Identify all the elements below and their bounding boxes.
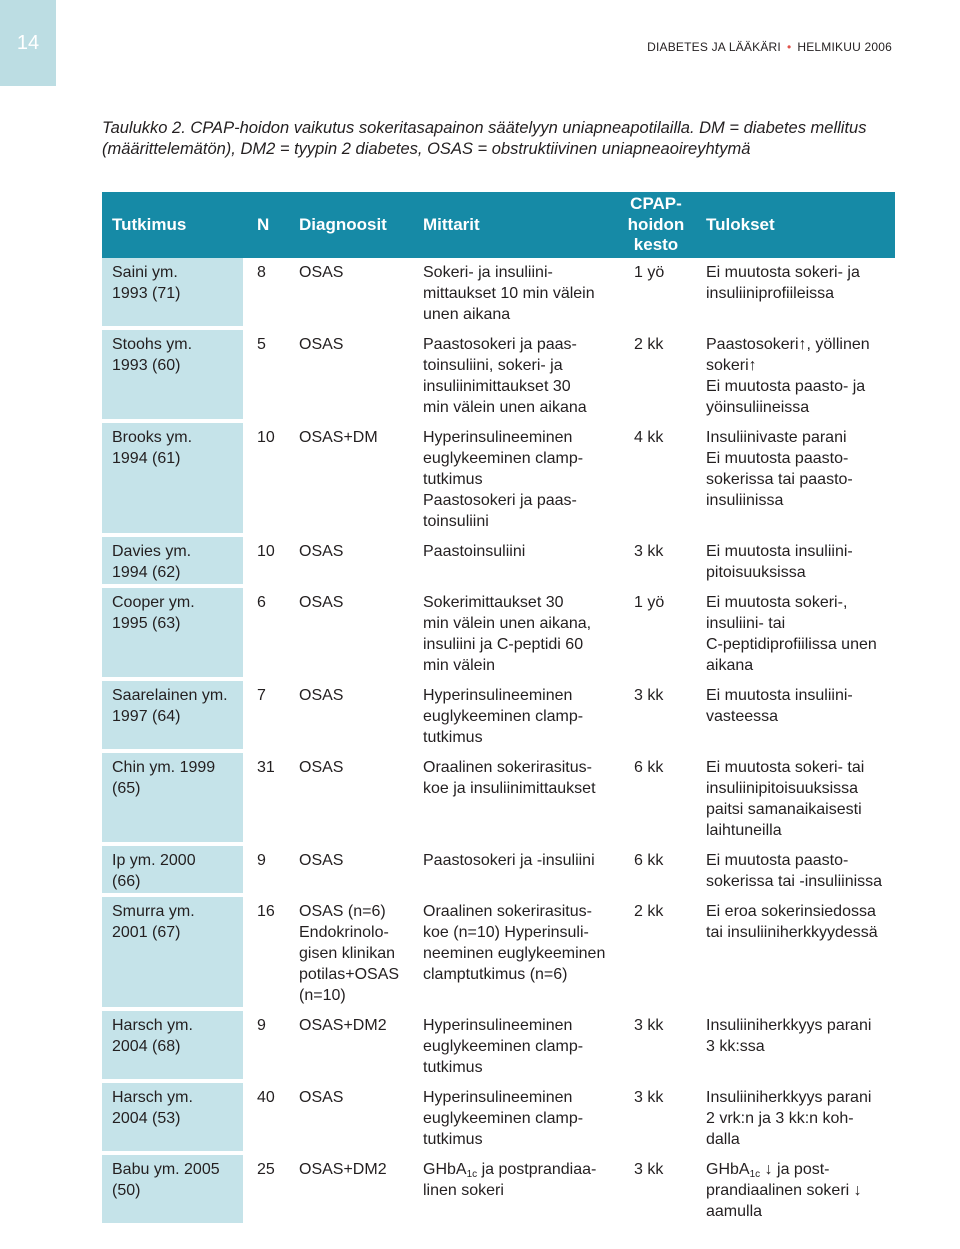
cell-tulokset-line: sokerissa tai -insuliinissa — [706, 873, 883, 890]
cell-mittarit-line: min välein unen aikana, — [423, 615, 592, 632]
cell-mittarit-line: tutkimus — [423, 729, 483, 746]
cell-mittarit-line: toinsuliini — [423, 513, 489, 530]
header-mittarit: Mittarit — [423, 215, 480, 234]
cell-mittarit — [423, 1087, 583, 1150]
cell-tulokset — [706, 850, 882, 892]
cell-tulokset-line: Ei eroa sokerinsiedossa — [706, 903, 876, 920]
table-row — [102, 846, 895, 897]
cell-diagnoosit-line: (n=10) — [299, 987, 346, 1004]
cell-mittarit-line: linen sokeri — [423, 1182, 504, 1199]
table-header — [102, 192, 895, 258]
cell-tutkimus-text — [102, 753, 243, 799]
cell-tulokset-line: sokerissa tai paasto- — [706, 471, 853, 488]
cell-tutkimus-text — [102, 537, 243, 583]
header-kesto-line: kesto — [633, 235, 679, 254]
cell-diagnoosit-line: OSAS — [299, 852, 344, 869]
cell-diagnoosit-line: OSAS — [299, 543, 344, 560]
cell-n: 8 — [257, 264, 266, 281]
table-row — [102, 258, 895, 330]
cell-diagnoosit-line: OSAS — [299, 594, 344, 611]
cell-tutkimus-line: Chin ym. 1999 — [112, 759, 216, 776]
results-table — [102, 192, 895, 1227]
header-kesto-line: hoidon — [627, 214, 685, 234]
cell-mittarit-line: insuliinimittaukset 30 — [423, 378, 571, 395]
cell-tulokset-line: C-peptidiprofiilissa unen — [706, 636, 877, 653]
cell-tutkimus-line: (66) — [112, 873, 141, 890]
cell-tutkimus — [102, 846, 243, 893]
cell-mittarit — [423, 685, 583, 748]
cell-tulokset-line: Ei muutosta sokeri-, — [706, 594, 848, 611]
cell-tulokset — [706, 262, 860, 304]
cell-diagnoosit — [299, 334, 343, 355]
cell-tulokset-line: laihtuneilla — [706, 822, 782, 839]
cell-mittarit — [423, 427, 583, 532]
cell-kesto: 1 yö — [634, 594, 665, 611]
cell-tutkimus-text — [102, 1155, 243, 1201]
cell-diagnoosit-line: Endokrinolo- — [299, 924, 389, 941]
cell-tutkimus-line: 1995 (63) — [112, 615, 181, 632]
cell-tutkimus-line: Harsch ym. — [112, 1089, 193, 1106]
cell-tulokset-line: insuliiniprofiileissa — [706, 285, 835, 302]
table-row — [102, 1011, 895, 1083]
table-row — [102, 1155, 895, 1227]
cell-diagnoosit — [299, 427, 378, 448]
cell-diagnoosit-line: OSAS — [299, 336, 344, 353]
table-row — [102, 1083, 895, 1155]
cell-tulokset-line: sokeri↑ — [706, 357, 757, 374]
header-tutkimus: Tutkimus — [112, 215, 187, 234]
cell-tutkimus-line: 1994 (62) — [112, 564, 181, 581]
running-header — [647, 40, 892, 54]
cell-mittarit-line: Paastosokeri ja paas- — [423, 492, 577, 509]
cell-tulokset-line: Insuliiniherkkyys parani — [706, 1089, 872, 1106]
cell-diagnoosit — [299, 901, 399, 1006]
cell-n: 31 — [257, 759, 275, 776]
cell-diagnoosit-line: potilas+OSAS — [299, 966, 400, 983]
cell-mittarit-line: Oraalinen sokerirasitus- — [423, 903, 592, 920]
cell-tulokset — [706, 1015, 871, 1057]
cell-tutkimus-line: 1997 (64) — [112, 708, 181, 725]
cell-tutkimus-text — [102, 330, 243, 376]
cell-tutkimus-line: Ip ym. 2000 — [112, 852, 196, 869]
cell-mittarit — [423, 1159, 596, 1201]
cell-tutkimus-line: 2001 (67) — [112, 924, 181, 941]
cell-mittarit-line: Paastosokeri ja paas- — [423, 336, 577, 353]
cell-tutkimus-text — [102, 258, 243, 304]
cell-tutkimus — [102, 258, 243, 326]
cell-mittarit — [423, 592, 591, 676]
cell-n: 10 — [257, 429, 275, 446]
cell-tutkimus — [102, 1083, 243, 1151]
cell-mittarit-line: Hyperinsulineeminen — [423, 1017, 573, 1034]
cell-tutkimus — [102, 330, 243, 419]
cell-tulokset — [706, 592, 877, 676]
cell-diagnoosit — [299, 685, 343, 706]
cell-mittarit-line: min välein — [423, 657, 496, 674]
cell-tutkimus-line: (50) — [112, 1182, 141, 1199]
issue-date: HELMIKUU 2006 — [797, 40, 892, 54]
cell-tulokset-line: insuliinissa — [706, 492, 784, 509]
cell-mittarit-line: euglykeeminen clamp- — [423, 708, 584, 725]
cell-tulokset-line: dalla — [706, 1131, 740, 1148]
cell-tutkimus-text — [102, 1083, 243, 1129]
cell-n: 25 — [257, 1161, 275, 1178]
cell-tutkimus-line: Smurra ym. — [112, 903, 195, 920]
cell-tulokset — [706, 685, 853, 727]
header-n: N — [257, 215, 270, 234]
cell-mittarit-line: mittaukset 10 min välein — [423, 285, 595, 302]
table-body — [102, 258, 895, 1227]
cell-tutkimus — [102, 681, 243, 749]
cell-tutkimus-line: 1993 (71) — [112, 285, 181, 302]
cell-tutkimus-line: Saarelainen ym. — [112, 687, 228, 704]
cell-tulokset-line: Ei muutosta paasto- — [706, 852, 849, 869]
cell-kesto: 3 kk — [634, 543, 664, 560]
cell-n: 9 — [257, 1017, 266, 1034]
cell-tulokset-line: insuliini- tai — [706, 615, 786, 632]
cell-diagnoosit — [299, 262, 343, 283]
cell-diagnoosit — [299, 1087, 343, 1108]
cell-tulokset-line: 2 vrk:n ja 3 kk:n koh- — [706, 1110, 854, 1127]
cell-diagnoosit — [299, 850, 343, 871]
cell-mittarit-line: Oraalinen sokerirasitus- — [423, 759, 592, 776]
cell-mittarit-line: min välein unen aikana — [423, 399, 587, 416]
cell-kesto: 2 kk — [634, 336, 664, 353]
cell-tutkimus — [102, 537, 243, 584]
cell-tutkimus-text — [102, 897, 243, 943]
table-row — [102, 753, 895, 846]
cell-diagnoosit-line: gisen klinikan — [299, 945, 396, 962]
cell-kesto: 1 yö — [634, 264, 665, 281]
cell-diagnoosit — [299, 541, 343, 562]
cell-kesto: 3 kk — [634, 1161, 664, 1178]
cell-mittarit-line: Sokerimittaukset 30 — [423, 594, 564, 611]
cell-mittarit-line: clamptutkimus (n=6) — [423, 966, 568, 983]
cell-mittarit-line: koe ja insuliinimittaukset — [423, 780, 596, 797]
table-caption — [102, 118, 892, 160]
cell-tulokset-line: tai insuliiniherkkyydessä — [706, 924, 878, 941]
cell-tutkimus — [102, 1155, 243, 1223]
cell-diagnoosit — [299, 592, 343, 613]
table-row — [102, 681, 895, 753]
cell-diagnoosit-line: OSAS — [299, 687, 344, 704]
cell-tulokset-line: insuliinipitoisuuksissa — [706, 780, 859, 797]
cell-tulokset — [706, 757, 864, 841]
cell-diagnoosit — [299, 1015, 387, 1036]
cell-mittarit-line: Paastosokeri ja -insuliini — [423, 852, 595, 869]
cell-tulokset — [706, 541, 853, 583]
cell-tutkimus-line: 1994 (61) — [112, 450, 181, 467]
cell-tulokset-line: Ei muutosta insuliini- — [706, 543, 853, 560]
cell-mittarit-line: toinsuliini, sokeri- ja — [423, 357, 563, 374]
cell-tulokset-line: Ei muutosta insuliini- — [706, 687, 853, 704]
cell-mittarit — [423, 1015, 583, 1078]
cell-tulokset-line: aikana — [706, 657, 754, 674]
cell-tulokset-line: prandiaalinen sokeri ↓ — [706, 1182, 862, 1199]
journal-name: DIABETES JA LÄÄKÄRI — [647, 40, 781, 54]
header-diagnoosit: Diagnoosit — [299, 215, 387, 234]
cell-mittarit-line: Hyperinsulineeminen — [423, 1089, 573, 1106]
cell-tulokset — [706, 427, 853, 511]
caption-line: (määrittelemätön), DM2 = tyypin 2 diabetes, OSAS = obstruktiivinen uniapneaoireyhtymä — [102, 140, 751, 158]
cell-tulokset — [706, 334, 870, 418]
cell-mittarit — [423, 334, 587, 418]
cell-tutkimus-line: Davies ym. — [112, 543, 192, 560]
cell-tutkimus-line: Cooper ym. — [112, 594, 195, 611]
cell-mittarit-line: unen aikana — [423, 306, 511, 323]
cell-tutkimus — [102, 1011, 243, 1079]
cell-tutkimus-text — [102, 1011, 243, 1057]
cell-tulokset-line: Ei muutosta sokeri- ja — [706, 264, 860, 281]
cell-tulokset-line: vasteessa — [706, 708, 779, 725]
cell-tutkimus-line: 2004 (53) — [112, 1110, 181, 1127]
cell-tutkimus-line: Brooks ym. — [112, 429, 193, 446]
cell-diagnoosit — [299, 1159, 387, 1180]
cell-kesto: 3 kk — [634, 687, 664, 704]
cell-mittarit-line: tutkimus — [423, 1131, 483, 1148]
cell-n: 5 — [257, 336, 266, 353]
cell-mittarit — [423, 850, 595, 871]
cell-mittarit-line: koe (n=10) Hyperinsuli- — [423, 924, 589, 941]
cell-tulokset-line: Ei muutosta sokeri- tai — [706, 759, 865, 776]
table-row — [102, 537, 895, 588]
cell-diagnoosit-line: OSAS+DM2 — [299, 1017, 387, 1034]
cell-tutkimus-line: (65) — [112, 780, 141, 797]
cell-mittarit-line: Hyperinsulineeminen — [423, 687, 573, 704]
table-row — [102, 897, 895, 1011]
cell-n: 7 — [257, 687, 266, 704]
cell-kesto: 4 kk — [634, 429, 664, 446]
cell-tulokset-line: pitoisuuksissa — [706, 564, 806, 581]
cell-tutkimus-line: Stoohs ym. — [112, 336, 193, 353]
cell-tutkimus-line: 1993 (60) — [112, 357, 181, 374]
cell-tutkimus — [102, 753, 243, 842]
cell-tutkimus-line: 2004 (68) — [112, 1038, 181, 1055]
cell-n: 6 — [257, 594, 266, 611]
cell-mittarit-line: tutkimus — [423, 471, 483, 488]
cell-kesto: 6 kk — [634, 759, 664, 776]
header-kesto-line: CPAP- — [630, 194, 682, 213]
cell-diagnoosit-line: OSAS+DM2 — [299, 1161, 387, 1178]
cell-tulokset-line: aamulla — [706, 1203, 763, 1220]
cell-tutkimus — [102, 897, 243, 1007]
cell-kesto: 3 kk — [634, 1089, 664, 1106]
cell-tulokset-line: Ei muutosta paasto- — [706, 450, 849, 467]
cell-tutkimus — [102, 423, 243, 533]
cell-diagnoosit-line: OSAS+DM — [299, 429, 378, 446]
cell-tutkimus — [102, 588, 243, 677]
cell-mittarit — [423, 262, 595, 325]
header-tulokset: Tulokset — [706, 215, 775, 234]
cell-tulokset-line: Insuliinivaste parani — [706, 429, 847, 446]
table-row — [102, 423, 895, 537]
cell-mittarit — [423, 757, 596, 799]
cell-n: 40 — [257, 1089, 275, 1106]
cell-tutkimus-line: Saini ym. — [112, 264, 178, 281]
header-kesto — [622, 194, 690, 256]
cell-tulokset-line: 3 kk:ssa — [706, 1038, 765, 1055]
cell-tulokset-line: Paastosokeri↑, yöllinen — [706, 336, 870, 353]
cell-mittarit-line: GHbA$_{1c}$ ja postprandiaa- — [423, 1161, 597, 1180]
cell-tulokset — [706, 901, 878, 943]
cell-mittarit-line: euglykeeminen clamp- — [423, 1038, 584, 1055]
cell-mittarit-line: tutkimus — [423, 1059, 483, 1076]
cell-tulokset-line: GHbA$_{1c}$ ↓ ja post- — [706, 1161, 830, 1180]
header-separator: • — [786, 40, 792, 54]
page-number: 14 — [0, 0, 56, 86]
cell-mittarit-line: Sokeri- ja insuliini- — [423, 264, 553, 281]
cell-n: 9 — [257, 852, 266, 869]
cell-tutkimus-line: Babu ym. 2005 — [112, 1161, 220, 1178]
cell-mittarit-line: euglykeeminen clamp- — [423, 1110, 584, 1127]
caption-line: Taulukko 2. CPAP-hoidon vaikutus sokeritasapainon säätelyyn uniapneapotilailla. DM = diabetes mellitus — [102, 119, 867, 137]
cell-mittarit — [423, 901, 605, 985]
cell-diagnoosit-line: OSAS — [299, 264, 344, 281]
cell-mittarit — [423, 541, 525, 562]
cell-tutkimus-text — [102, 681, 243, 727]
cell-tulokset — [706, 1087, 871, 1150]
cell-n: 16 — [257, 903, 275, 920]
cell-tulokset-line: paitsi samanaikaisesti — [706, 801, 862, 818]
table-row — [102, 588, 895, 681]
cell-tulokset-line: Ei muutosta paasto- ja — [706, 378, 866, 395]
cell-kesto: 2 kk — [634, 903, 664, 920]
cell-n: 10 — [257, 543, 275, 560]
cell-tulokset — [706, 1159, 862, 1222]
cell-tulokset-line: yöinsuliineissa — [706, 399, 810, 416]
table-row — [102, 330, 895, 423]
cell-mittarit-line: insuliini ja C-peptidi 60 — [423, 636, 584, 653]
cell-diagnoosit-line: OSAS (n=6) — [299, 903, 386, 920]
cell-tutkimus-text — [102, 846, 243, 892]
cell-mittarit-line: Paastoinsuliini — [423, 543, 526, 560]
cell-kesto: 3 kk — [634, 1017, 664, 1034]
cell-mittarit-line: euglykeeminen clamp- — [423, 450, 584, 467]
cell-diagnoosit-line: OSAS — [299, 1089, 344, 1106]
cell-mittarit-line: Hyperinsulineeminen — [423, 429, 573, 446]
cell-kesto: 6 kk — [634, 852, 664, 869]
cell-tutkimus-line: Harsch ym. — [112, 1017, 193, 1034]
cell-diagnoosit — [299, 757, 343, 778]
cell-tulokset-line: Insuliiniherkkyys parani — [706, 1017, 872, 1034]
cell-tutkimus-text — [102, 423, 243, 469]
cell-diagnoosit-line: OSAS — [299, 759, 344, 776]
cell-tutkimus-text — [102, 588, 243, 634]
cell-mittarit-line: neeminen euglykeeminen — [423, 945, 606, 962]
